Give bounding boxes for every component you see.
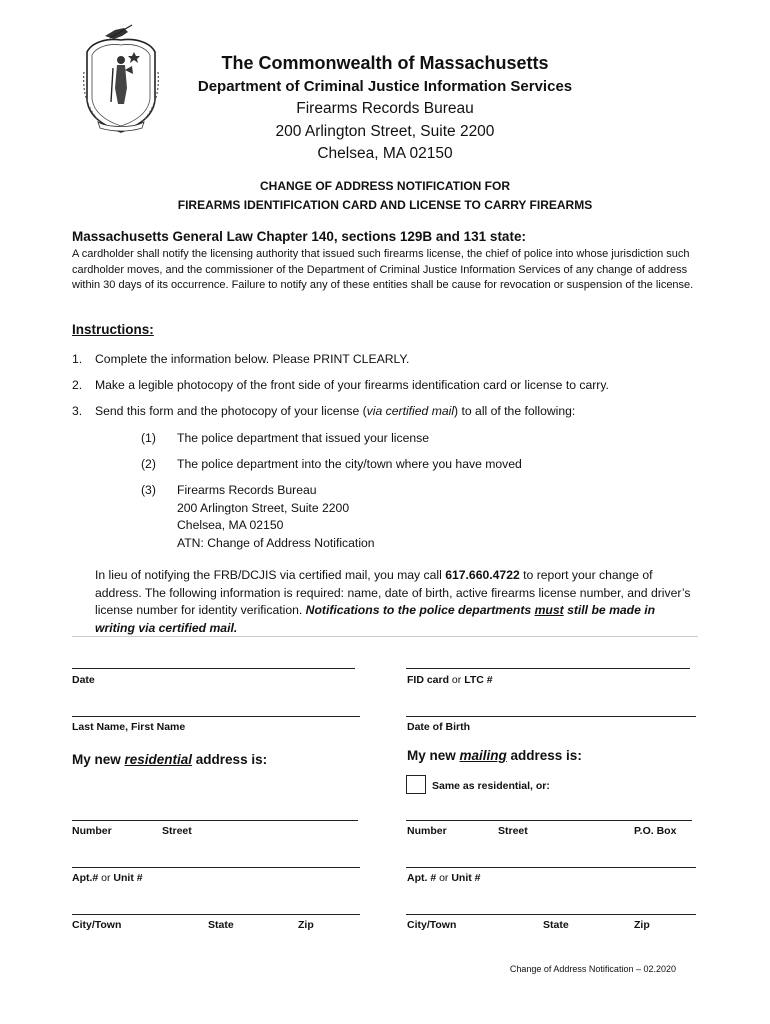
address-line-4: ATN: Change of Address Notification xyxy=(177,535,375,550)
header-title: The Commonwealth of Massachusetts xyxy=(221,53,549,73)
dob-label: Date of Birth xyxy=(407,721,470,733)
or-text: or xyxy=(436,872,452,884)
fid-ltc-field[interactable] xyxy=(406,668,690,669)
same-as-residential-label: Same as residential, or: xyxy=(432,780,550,792)
mailing-po-box-label: P.O. Box xyxy=(634,825,677,837)
heading-emphasis: mailing xyxy=(459,748,507,763)
name-label: Last Name, First Name xyxy=(72,721,186,733)
item-number: 1. xyxy=(72,352,83,366)
mailing-city-label: City/Town xyxy=(407,919,457,931)
fid-ltc-label xyxy=(407,674,493,686)
sub-item-number: (1) xyxy=(141,431,156,445)
residential-number-label: Number xyxy=(72,825,112,837)
phone-note-bold-pre: Notifications to the police departments xyxy=(305,603,535,617)
address-line-2: 200 Arlington Street, Suite 2200 xyxy=(177,500,350,515)
heading-pre: My new xyxy=(72,752,125,767)
mailing-city-field[interactable] xyxy=(406,914,696,915)
separator-line xyxy=(72,636,698,637)
fid-label: FID card xyxy=(407,674,450,686)
sub-item-number: (3) xyxy=(141,483,156,497)
mailing-street-field[interactable] xyxy=(406,820,692,821)
phone-note-pre: In lieu of notifying the FRB/DCJIS via certified mail, you may call xyxy=(95,568,446,582)
header-city: Chelsea, MA 02150 xyxy=(317,145,453,162)
item-number: 3. xyxy=(72,404,83,418)
sub-item-text: The police department that issued your license xyxy=(177,431,430,445)
form-title-line1: CHANGE OF ADDRESS NOTIFICATION FOR xyxy=(260,179,510,193)
footer-version: Change of Address Notification – 02.2020 xyxy=(509,964,676,974)
heading-pre: My new xyxy=(407,748,460,763)
instructions-heading: Instructions: xyxy=(72,322,154,337)
item-text: Make a legible photocopy of the front side of your firearms identification card or license to carry. xyxy=(95,378,609,392)
mailing-zip-label: Zip xyxy=(634,919,650,931)
instruction-item-3 xyxy=(72,404,575,418)
dob-field[interactable] xyxy=(406,716,696,717)
date-label: Date xyxy=(72,674,95,686)
residential-city-field[interactable] xyxy=(72,914,360,915)
mailing-street-label: Street xyxy=(498,825,528,837)
item-text-emphasis: via certified mail xyxy=(366,404,455,418)
unit-label: Unit # xyxy=(113,872,143,884)
phone-note-bold-post: still be made in writing via certified mail. xyxy=(95,603,656,635)
sub-item-address xyxy=(177,482,375,552)
mailing-number-label: Number xyxy=(407,825,447,837)
address-line-1: Firearms Records Bureau xyxy=(177,483,317,497)
heading-post: address is: xyxy=(506,748,582,763)
mailing-apt-label xyxy=(407,872,481,884)
residential-city-label: City/Town xyxy=(72,919,122,931)
residential-apt-label xyxy=(72,872,143,884)
heading-post: address is: xyxy=(192,752,268,767)
residential-address-heading xyxy=(72,752,267,767)
law-heading: Massachusetts General Law Chapter 140, sections 129B and 131 state: xyxy=(72,229,526,244)
ltc-label: LTC # xyxy=(464,674,493,686)
item-text: Complete the information below. Please PRINT CLEARLY. xyxy=(95,352,410,366)
instruction-item-1 xyxy=(72,352,409,366)
sub-item-text: The police department into the city/town where you have moved xyxy=(177,457,522,471)
heading-emphasis: residential xyxy=(124,752,193,767)
item-text-pre: Send this form and the photocopy of your license ( xyxy=(95,404,367,418)
phone-note-mid: to report your change of address. The following information is required: name, date of birth, active firearms license number, and driver’s license number for identity verification. xyxy=(95,568,691,617)
phone-number: 617.660.4722 xyxy=(445,568,520,582)
apt-label: Apt. # xyxy=(407,872,437,884)
name-field[interactable] xyxy=(72,716,360,717)
header-street: 200 Arlington Street, Suite 2200 xyxy=(275,123,495,140)
or-text: or xyxy=(449,674,465,686)
form-title-line2: FIREARMS IDENTIFICATION CARD AND LICENSE TO CARRY FIREARMS xyxy=(177,198,593,212)
sub-item-number: (2) xyxy=(141,457,156,471)
phone-note xyxy=(95,567,695,637)
instruction-item-2 xyxy=(72,378,609,392)
residential-state-label: State xyxy=(208,919,234,931)
or-text: or xyxy=(98,872,114,884)
header-bureau: Firearms Records Bureau xyxy=(296,100,474,117)
mailing-address-heading xyxy=(407,748,582,763)
residential-zip-label: Zip xyxy=(298,919,314,931)
mailing-apt-field[interactable] xyxy=(406,867,696,868)
item-text-post: ) to all of the following: xyxy=(454,404,576,418)
residential-apt-field[interactable] xyxy=(72,867,360,868)
item-number: 2. xyxy=(72,378,83,392)
law-body: A cardholder shall notify the licensing authority that issued such firearms license, the chief of police into whose jurisdiction such cardholder moves, and the commissioner of the Department of Criminal Justice Information Services of any change of address within 30 days of its occurrence. Failure to notify any of these entities shall be cause for revocation or suspension of the license. xyxy=(72,248,694,292)
apt-label: Apt.# xyxy=(72,872,99,884)
mailing-state-label: State xyxy=(543,919,569,931)
residential-street-label: Street xyxy=(162,825,192,837)
date-field[interactable] xyxy=(72,668,355,669)
phone-note-must: must xyxy=(534,603,564,617)
unit-label: Unit # xyxy=(451,872,481,884)
address-line-3: Chelsea, MA 02150 xyxy=(177,518,284,532)
residential-street-field[interactable] xyxy=(72,820,358,821)
header-department: Department of Criminal Justice Information Services xyxy=(197,78,573,95)
same-as-residential-checkbox[interactable] xyxy=(406,775,426,794)
